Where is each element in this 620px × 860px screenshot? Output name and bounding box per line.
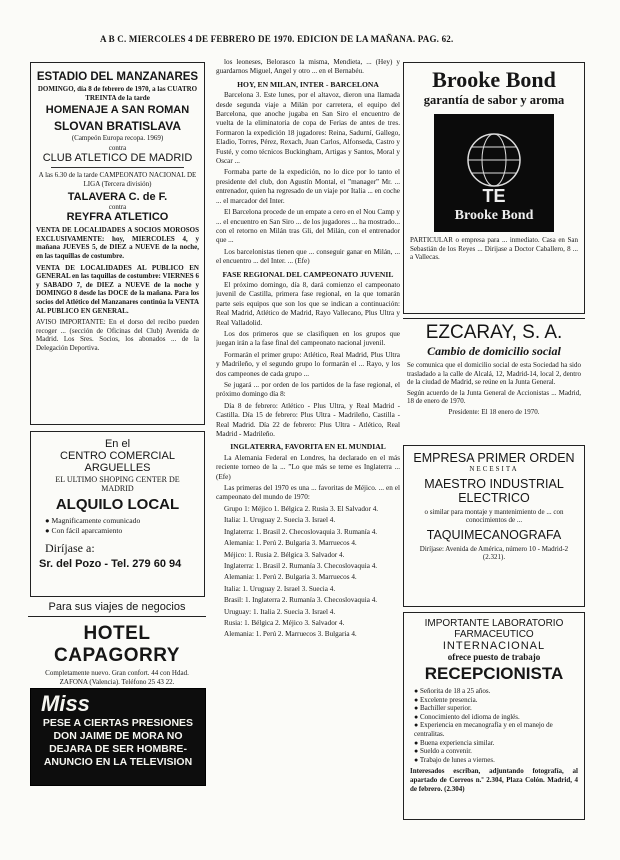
lab-req-text: Sueldo a convenir. <box>419 747 472 756</box>
centro-line1: En el <box>104 438 131 450</box>
empresa-job1: MAESTRO INDUSTRIAL <box>424 476 564 491</box>
article-intro: los leoneses, Belorasco la misma, Mendieta, ... (Hey) y guardarnos Miguel, Angel y otro ... en el Bernabéu. <box>216 58 400 76</box>
team-reyfra: REYFRA ATLETICO <box>66 211 169 224</box>
hotel-desc: Completamente nuevo. Gran confort. 44 con Hdad. ZAFONA (Valencia). Teléfono 25 43 22. <box>45 669 189 686</box>
result-line: Inglaterra: 1. Brasil 2. Rumanía 3. Checoslovaquia 4. <box>224 561 378 570</box>
result-line: Brasil: 1. Inglaterra 2. Rumanía 3. Checoslovaquia 4. <box>224 596 378 605</box>
lab-req: ● Sueldo a convenir. <box>414 747 472 756</box>
centro-line3: ARGUELLES <box>84 462 151 474</box>
brooke-title: Brooke Bond <box>432 67 556 92</box>
centro-line4: EL ULTIMO SHOPING CENTER DE MADRID <box>55 475 180 493</box>
contra-label-2: contra <box>108 202 127 211</box>
centro-bullet-1-text: Magnificamente comunicado <box>51 516 141 526</box>
aviso-importante: AVISO IMPORTANTE: En el dorso del recibo pueden recoger ... (sección de Oficinas del Club) Avenida de Madrid. Los Sres. Socios, los abonados ... de la Delegación Deportiva. <box>36 318 199 352</box>
hotel-intro: Para sus viajes de negocios <box>28 601 206 617</box>
headline-juvenil: FASE REGIONAL DEL CAMPEONATO JUVENIL <box>222 269 394 279</box>
team-slovan: SLOVAN BRATISLAVA <box>53 119 182 134</box>
page-header: A B C. MIERCOLES 4 DE FEBRERO DE 1970. EDICION DE LA MAÑANA. PAG. 62. <box>100 34 454 44</box>
lab-contact: Interesados escriban, adjuntando fotografía, al apartado de Correos n.º 2.304, Plaza Colón. Madrid, 4 de febrero. (2.304) <box>410 767 578 793</box>
empresa-desc: o similar para montaje y mantenimiento de ... con conocimientos de ... <box>424 507 564 525</box>
lab-req: ● Excelente presencia. <box>414 695 478 704</box>
article-p6: Los dos primeros que se clasifiquen en los grupos que juegan irán a la fase final del campeonato nacional juvenil. <box>216 329 400 348</box>
brooke-bond-ad <box>403 62 585 314</box>
lab-line1: IMPORTANTE LABORATORIO <box>424 618 564 629</box>
alquilo-local: ALQUILO LOCAL <box>55 496 180 514</box>
article-p3: El Barcelona procede de un empate a cero en el Nou Camp y ... el encuentro en San Siro ... de los jugadores ... ha mostrado... con el retorno en Milán tras Gli, del Milán, con el entrenador que ... <box>216 208 400 245</box>
laboratorio-ad <box>403 612 585 820</box>
centro-address: Sr. del Pozo - Tel. 279 60 94 <box>39 558 182 571</box>
brooke-logo-te: TE <box>482 186 506 206</box>
team-atletico: CLUB ATLETICO DE MADRID <box>42 152 193 165</box>
centro-bullet-2: ● Con fácil aparcamiento <box>45 526 123 536</box>
lab-requirements <box>414 687 584 764</box>
result-line: Uruguay: 1. Italia 2. Suecia 3. Israel 4. <box>224 607 336 616</box>
empresa-job2: ELECTRICO <box>458 490 530 505</box>
lab-req-text: Buena experiencia similar. <box>419 738 495 747</box>
article-p5: El próximo domingo, día 8, dará comienzo el campeonato juvenil de Castilla, primera fase regional, en la que tomarán parte seis equipos que son los que se indican a continuación: Real Madrid, Atlético de Madrid, Rayo Vallecano, Plus Ultra y Real Valladolid. <box>216 280 400 327</box>
empresa-contact: Diríjase: Avenida de América, número 10 - Madrid-2 (2.321). <box>419 544 569 562</box>
brooke-text: PARTICULAR o empresa para ... inmediato. Casa en San Sebastián de los Reyes ... Dirijase a Doctor Caballero, 8 ... a Vallecas. <box>410 236 578 262</box>
lab-req: ● Conocimiento del idioma de inglés. <box>414 712 520 721</box>
article-p8: Se jugará ... por orden de los partidos de la fase regional, el próximo domingo día 8: <box>216 381 400 399</box>
ezcaray-title: EZCARAY, S. A. <box>403 318 585 344</box>
lab-req-text: Bachiller superior. <box>419 704 472 713</box>
lab-line2: FARMACEUTICO <box>454 629 534 640</box>
homenaje-heading: HOMENAJE A SAN ROMAN <box>45 104 190 117</box>
lab-req: ● Bachiller superior. <box>414 704 472 713</box>
article-p4: Los barcelonistas tienen que ... conseguir ganar en Milán, ... el encuentro ... del Inter. ... (Efe) <box>216 247 400 266</box>
empresa-ad <box>403 445 585 607</box>
match2-intro: A las 6.30 de la tarde CAMPEONATO NACIONAL DE LIGA (Tercera división) <box>38 171 197 188</box>
team-talavera: TALAVERA C. de F. <box>67 190 168 203</box>
divider <box>51 167 184 168</box>
centro-bullet-1: ● Magnificamente comunicado <box>45 516 141 526</box>
result-line: Méjico: 1. Rusia 2. Bélgica 3. Salvador 4. <box>224 550 345 559</box>
result-line: Italia: 1. Uruguay 2. Israel 3. Suecia 4. <box>224 584 336 593</box>
result-line: Grupo 1: Méjico 1. Bélgica 2. Rusia 3. El Salvador 4. <box>224 504 379 513</box>
ezcaray-footer: Presidente: El 18 enero de 1970. <box>448 407 540 416</box>
empresa-necesita: NECESITA <box>469 465 519 473</box>
estadio-title: ESTADIO DEL MANZANARES <box>36 71 199 83</box>
dirijase-label: Diríjase a: <box>45 541 95 556</box>
lab-req-text: Experiencia en mecanografía y en el manejo de centralitas. <box>414 721 553 738</box>
headline-inglaterra: INGLATERRA, FAVORITA EN EL MUNDIAL <box>230 442 386 452</box>
lab-req-text: Conocimiento del idioma de inglés. <box>419 712 520 721</box>
hotel-ad <box>28 601 206 686</box>
centro-comercial-ad <box>30 431 205 597</box>
ezcaray-subtitle: Cambio de domicilio social <box>427 344 561 358</box>
lab-line3: INTERNACIONAL <box>442 640 546 652</box>
article-p9: La Alemania Federal en Londres, ha declarado en el más reciente torneo de la ... ”Lo que más se teme es Inglaterra ... (Efe) <box>216 453 400 481</box>
hotel-name: HOTEL CAPAGORRY <box>54 623 180 666</box>
miss-logo: Miss <box>41 691 90 716</box>
result-line: Alemania: 1. Perú 2. Bulgaria 3. Marruecos 4. <box>224 573 357 582</box>
lab-line4: ofrece puesto de trabajo <box>447 652 541 662</box>
article-column <box>216 58 400 818</box>
miss-text: PESE A CIERTAS PRESIONES DON JAIME DE MORA NO DEJARA DE SER HOMBRE-ANUNCIO EN LA TELEVISION <box>42 717 194 768</box>
centro-line2: CENTRO COMERCIAL <box>60 450 175 462</box>
results-list <box>216 505 400 640</box>
empresa-title: EMPRESA PRIMER ORDEN <box>413 451 575 465</box>
ezcaray-ad <box>403 318 585 436</box>
miss-ad <box>30 688 206 786</box>
contra-label: contra <box>108 143 127 152</box>
venta-publico: VENTA DE LOCALIDADES AL PUBLICO EN GENERAL en las taquillas de costumbre: VIERNES 6 y SABADO 7, de DIEZ a NUEVE de la noche y DOMINGO 8 desde las DOCE de la mañana. Para los socios del Atlético del Manzanares continúa la VENTA AL PUBLICO EN GENERAL. <box>36 263 199 315</box>
article-p10: Las primeras del 1970 es una ... favoritas de Méjico. ... en el campeonato del mundo de 1970: <box>216 484 400 502</box>
result-line: Alemania: 1. Perú 2. Bulgaria 3. Marruecos 4. <box>224 539 357 548</box>
article-p1: Barcelona 3. Este lunes, por el altavoz, dieron una llamada desde segunda viaje a Milán por carretera, el equipo del Barcelona, que anoche jugaba en San Siro el encuentro de vuelta de la eliminatoria de copa de Ferias de antes de tres. Formaron la expedición 18 jugadores: Reina, Sadurní, Gallego, Eladio, Torres, Pérez, Rexach, Juan Carlos, Alfonseda, Castro y Fusté, y como técnicos Buckingham, Artigas y Santos, Moral y Oscar ... <box>216 91 400 166</box>
lab-req-text: Trabajo de lunes a viernes. <box>419 755 495 764</box>
headline-inter-barcelona: HOY, EN MILAN, INTER - BARCELONA <box>237 79 379 89</box>
ezcaray-text: Se comunica que el domicilio social de esta Sociedad ha sido trasladado a la calle de Alcalá, 12, Madrid-14, local 2, dentro de la ciudad de Madrid, se reúne en la Junta General. <box>407 361 581 387</box>
lab-req-text: Excelente presencia. <box>419 695 478 704</box>
lab-req: ● Trabajo de lunes a viernes. <box>414 755 495 764</box>
venta-socios: VENTA DE LOCALIDADES A SOCIOS MOROSOS EXCLUSIVAMENTE: hoy, MIERCOLES 4, y mañana JUEVES 5, de DIEZ a NUEVE de la noche, en las taquillas de costumbre. <box>36 226 199 260</box>
lab-recepcionista: RECEPCIONISTA <box>424 664 564 683</box>
lab-req-text: Señorita de 18 a 25 años. <box>419 687 491 695</box>
brooke-logo-name: Brooke Bond <box>454 208 534 223</box>
empresa-job3: TAQUIMECANOGRAFA <box>426 527 562 542</box>
result-line: Alemania: 1. Perú 2. Marruecos 3. Bulgaria 4. <box>224 630 357 639</box>
result-line: Rusia: 1. Bélgica 2. Méjico 3. Salvador 4. <box>224 618 345 627</box>
article-p2: Formaba parte de la expedición, no lo dice por lo tanto el presidente del club, don Agustín Montal, el ”manager” Mr. ... entrenador, quien ha regresado de un viaje por Italia ... en coche ... el marcador del Inter. <box>216 168 400 205</box>
lab-req: ● Señorita de 18 a 25 años. <box>414 687 491 695</box>
article-schedule: Día 8 de febrero: Atlético - Plus Ultra, y Real Madrid - Castilla. Día 15 de febrero: Plus Ultra - Madrileño, Castilla - Real Madrid. Día 22 de febrero: Plus Ultra - Atlético, Real Madrid - Madrileño. <box>216 401 400 439</box>
ezcaray-text2: Según acuerdo de la Junta General de Accionistas ... Madrid, 18 de enero de 1970. <box>407 388 581 406</box>
centro-bullet-2-text: Con fácil aparcamiento <box>51 526 123 536</box>
article-p7: Formarán el primer grupo: Atlético, Real Madrid, Plus Ultra y Madrileño, y el segundo grupo lo formarán el ... Rayo, y los dos campeones de cada grupo ... <box>216 350 400 378</box>
lab-req: ● Experiencia en mecanografía y en el manejo de centralitas. <box>414 721 553 738</box>
estadio-ad <box>30 62 205 425</box>
lab-req: ● Buena experiencia similar. <box>414 738 495 747</box>
estadio-date: DOMINGO, día 8 de febrero de 1970, a las CUATRO TREINTA de la tarde <box>37 85 198 102</box>
brooke-subtitle: garantía de sabor y aroma <box>423 93 565 107</box>
result-line: Italia: 1. Uruguay 2. Suecia 3. Israel 4. <box>224 516 336 525</box>
brooke-logo <box>434 114 554 232</box>
result-line: Inglaterra: 1. Brasil 2. Checoslovaquia 3. Rumanía 4. <box>224 527 378 536</box>
champion-note: (Campeón Europa recopa. 1969) <box>71 134 164 143</box>
